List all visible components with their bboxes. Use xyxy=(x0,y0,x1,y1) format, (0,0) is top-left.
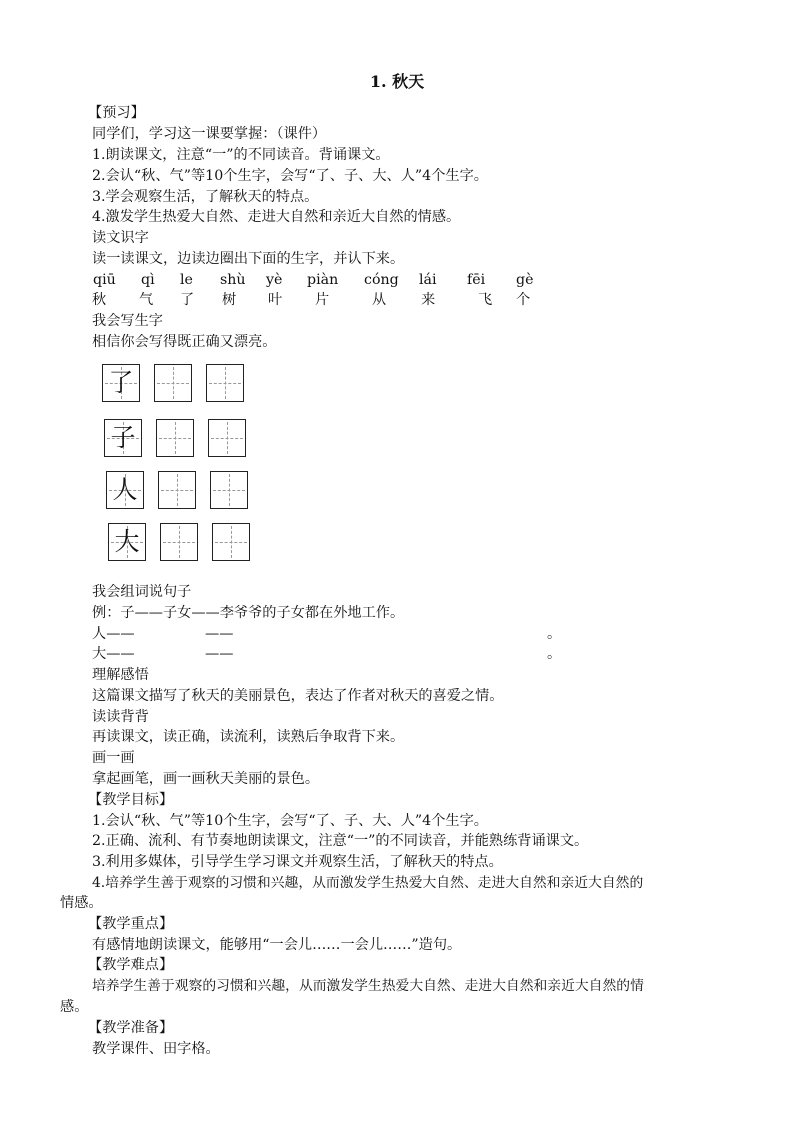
writing-box[interactable] xyxy=(160,523,198,561)
period: 。 xyxy=(547,646,562,662)
writing-box xyxy=(108,523,146,561)
reading-instruction: 读一读课文，边读边圈出下面的生字，并认下来。 xyxy=(92,251,405,267)
section-heading-words: 我会组词说句子 xyxy=(92,584,192,600)
character: 从 xyxy=(372,292,387,308)
word-prompt: 人—— xyxy=(92,626,135,642)
character: 飞 xyxy=(478,292,493,308)
character: 个 xyxy=(516,292,531,308)
pinyin: shù xyxy=(220,272,246,288)
character: 树 xyxy=(222,292,237,308)
writing-box[interactable] xyxy=(206,364,244,402)
pinyin: le xyxy=(180,272,193,288)
character: 片 xyxy=(315,292,330,308)
model-character: 子 xyxy=(110,423,136,452)
section-heading-understanding: 理解感悟 xyxy=(92,667,149,683)
pinyin: fēi xyxy=(467,272,486,288)
keypoints-text: 有感情地朗读课文，能够用“一会儿……一会儿……”造句。 xyxy=(92,937,462,953)
pinyin: lái xyxy=(419,272,437,288)
writing-box[interactable] xyxy=(154,364,192,402)
preview-item-4: 4.激发学生热爱大自然、走进大自然和亲近大自然的情感。 xyxy=(92,209,461,225)
pinyin: qiū xyxy=(93,272,116,288)
pinyin: qì xyxy=(141,272,155,288)
character: 了 xyxy=(180,292,195,308)
model-character: 人 xyxy=(112,475,138,504)
understanding-text: 这篇课文描写了秋天的美丽景色，表达了作者对秋天的喜爱之情。 xyxy=(92,688,504,704)
goal-item-4-continued: 情感。 xyxy=(60,895,103,911)
character-row xyxy=(0,290,794,310)
pinyin: piàn xyxy=(307,272,339,288)
difficulties-text-continued: 感。 xyxy=(60,999,89,1015)
section-heading-goals: 【教学目标】 xyxy=(88,792,174,808)
writing-box xyxy=(104,419,142,457)
pinyin: cóng xyxy=(364,272,399,288)
preparation-text: 教学课件、田字格。 xyxy=(92,1041,220,1057)
writing-box[interactable] xyxy=(210,471,248,509)
recite-text: 再读课文，读正确，读流利，读熟后争取背下来。 xyxy=(92,729,405,745)
character: 叶 xyxy=(268,292,283,308)
goal-item-1: 1.会认“秋、气”等10个生字，会写“了、子、大、人”4个生字。 xyxy=(92,813,488,829)
section-heading-drawing: 画一画 xyxy=(92,750,135,766)
writing-box[interactable] xyxy=(212,523,250,561)
blank-dash: —— xyxy=(205,626,234,642)
preview-item-1: 1.朗读课文，注意“一”的不同读音。背诵课文。 xyxy=(92,147,390,163)
model-character: 大 xyxy=(114,527,140,556)
section-heading-difficulties: 【教学难点】 xyxy=(88,957,174,973)
preview-item-3: 3.学会观察生活，了解秋天的特点。 xyxy=(92,189,319,205)
character: 来 xyxy=(421,292,436,308)
word-row-ren xyxy=(0,624,794,644)
writing-box xyxy=(106,471,144,509)
goal-item-4: 4.培养学生善于观察的习惯和兴趣，从而激发学生热爱大自然、走进大自然和亲近大自然的 xyxy=(92,875,644,891)
writing-box xyxy=(102,364,140,402)
model-character: 了 xyxy=(108,368,134,397)
drawing-text: 拿起画笔，画一画秋天美丽的景色。 xyxy=(92,771,320,787)
writing-instruction: 相信你会写得既正确又漂亮。 xyxy=(92,334,277,350)
goal-item-2: 2.正确、流利、有节奏地朗读课文，注意“一”的不同读音，并能熟练背诵课文。 xyxy=(92,833,589,849)
page-title: 1. 秋天 xyxy=(369,72,425,91)
goal-item-3: 3.利用多媒体，引导学生学习课文并观察生活，了解秋天的特点。 xyxy=(92,854,503,870)
character: 秋 xyxy=(92,292,107,308)
pinyin: yè xyxy=(266,272,283,288)
writing-box[interactable] xyxy=(208,419,246,457)
character: 气 xyxy=(139,292,154,308)
section-heading-preparation: 【教学准备】 xyxy=(88,1020,174,1036)
section-heading-recite: 读读背背 xyxy=(92,709,149,725)
word-prompt: 大—— xyxy=(92,646,135,662)
writing-box[interactable] xyxy=(158,471,196,509)
section-heading-writing: 我会写生字 xyxy=(92,313,163,329)
pinyin-row xyxy=(0,270,794,290)
section-heading-reading: 读文识字 xyxy=(92,230,149,246)
words-example: 例：子——子女——李爷爷的子女都在外地工作。 xyxy=(92,605,405,621)
period: 。 xyxy=(547,626,562,642)
preview-item-2: 2.会认“秋、气”等10个生字，会写“了、子、大、人”4个生字。 xyxy=(92,168,488,184)
difficulties-text: 培养学生善于观察的习惯和兴趣，从而激发学生热爱大自然、走进大自然和亲近大自然的情 xyxy=(92,978,644,994)
blank-dash: —— xyxy=(205,646,234,662)
pinyin: gè xyxy=(516,272,534,288)
word-row-da xyxy=(0,644,794,664)
writing-box[interactable] xyxy=(156,419,194,457)
preview-intro: 同学们，学习这一课要掌握：（课件） xyxy=(92,126,327,142)
section-heading-preview: 【预习】 xyxy=(88,105,145,121)
section-heading-keypoints: 【教学重点】 xyxy=(88,916,174,932)
